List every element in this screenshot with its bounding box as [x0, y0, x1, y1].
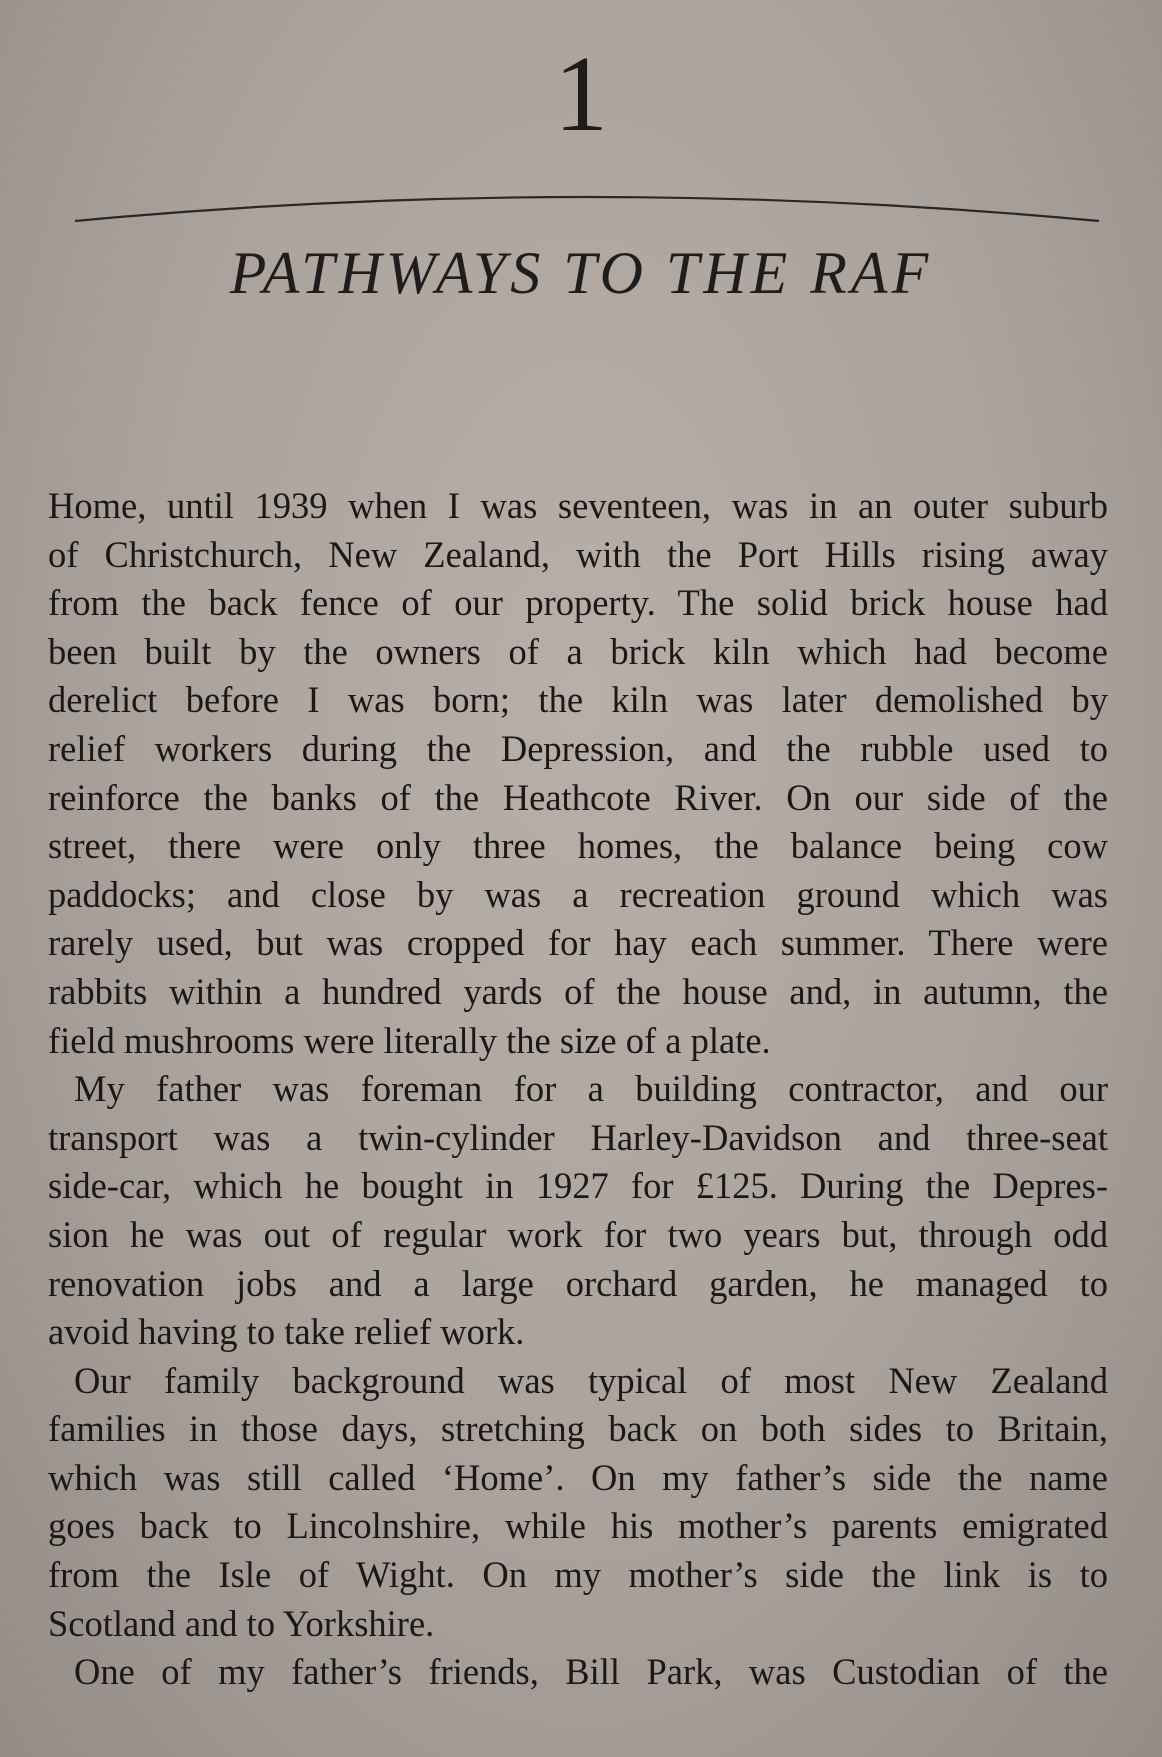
text-line: side-car, which he bought in 1927 for £125. During the Depres-	[48, 1165, 1108, 1207]
text-line: Our family background was typical of most New Zealand	[74, 1359, 1108, 1401]
chapter-rule	[75, 191, 1099, 225]
paragraph	[48, 1357, 1108, 1649]
text-line: field mushrooms were literally the size of a plate.	[48, 1019, 771, 1061]
text-line: from the back fence of our property. The solid brick house had	[48, 582, 1108, 624]
text-line: reinforce the banks of the Heathcote River. On our side of the	[48, 776, 1108, 818]
text-line: relief workers during the Depression, and the rubble used to	[48, 727, 1108, 769]
text-line: goes back to Lincolnshire, while his mother’s parents emigrated	[48, 1505, 1108, 1547]
chapter-number: 1	[554, 35, 608, 154]
chapter-title: PATHWAYS TO THE RAF	[229, 240, 933, 306]
text-line: renovation jobs and a large orchard garden, he managed to	[48, 1262, 1108, 1304]
text-line: from the Isle of Wight. On my mother’s side the link is to	[48, 1554, 1108, 1596]
text-line: derelict before I was born; the kiln was later demolished by	[48, 679, 1108, 721]
text-line: One of my father’s friends, Bill Park, was Custodian of the	[74, 1651, 1108, 1693]
text-line: transport was a twin-cylinder Harley-Davidson and three-seat	[48, 1116, 1108, 1158]
paragraph	[48, 1065, 1108, 1357]
text-line: which was still called ‘Home’. On my father’s side the name	[48, 1456, 1108, 1498]
text-line: families in those days, stretching back on both sides to Britain,	[48, 1408, 1108, 1450]
text-line: Scotland and to Yorkshire.	[48, 1602, 435, 1644]
text-line: My father was foreman for a building contractor, and our	[74, 1068, 1108, 1110]
text-line: rabbits within a hundred yards of the house and, in autumn, the	[48, 970, 1108, 1012]
text-line: Home, until 1939 when I was seventeen, was in an outer suburb	[48, 485, 1108, 526]
text-line: avoid having to take relief work.	[48, 1311, 525, 1353]
paragraph	[48, 1648, 1108, 1697]
text-line: paddocks; and close by was a recreation ground which was	[48, 873, 1108, 915]
text-line: been built by the owners of a brick kiln which had become	[48, 630, 1108, 672]
text-line: rarely used, but was cropped for hay each summer. There were	[48, 922, 1108, 964]
text-line: street, there were only three homes, the balance being cow	[48, 825, 1108, 867]
chapter-body	[48, 482, 1108, 1697]
paragraph	[48, 482, 1108, 1065]
text-line: of Christchurch, New Zealand, with the Port Hills rising away	[48, 533, 1108, 575]
text-line: sion he was out of regular work for two years but, through odd	[48, 1213, 1108, 1255]
